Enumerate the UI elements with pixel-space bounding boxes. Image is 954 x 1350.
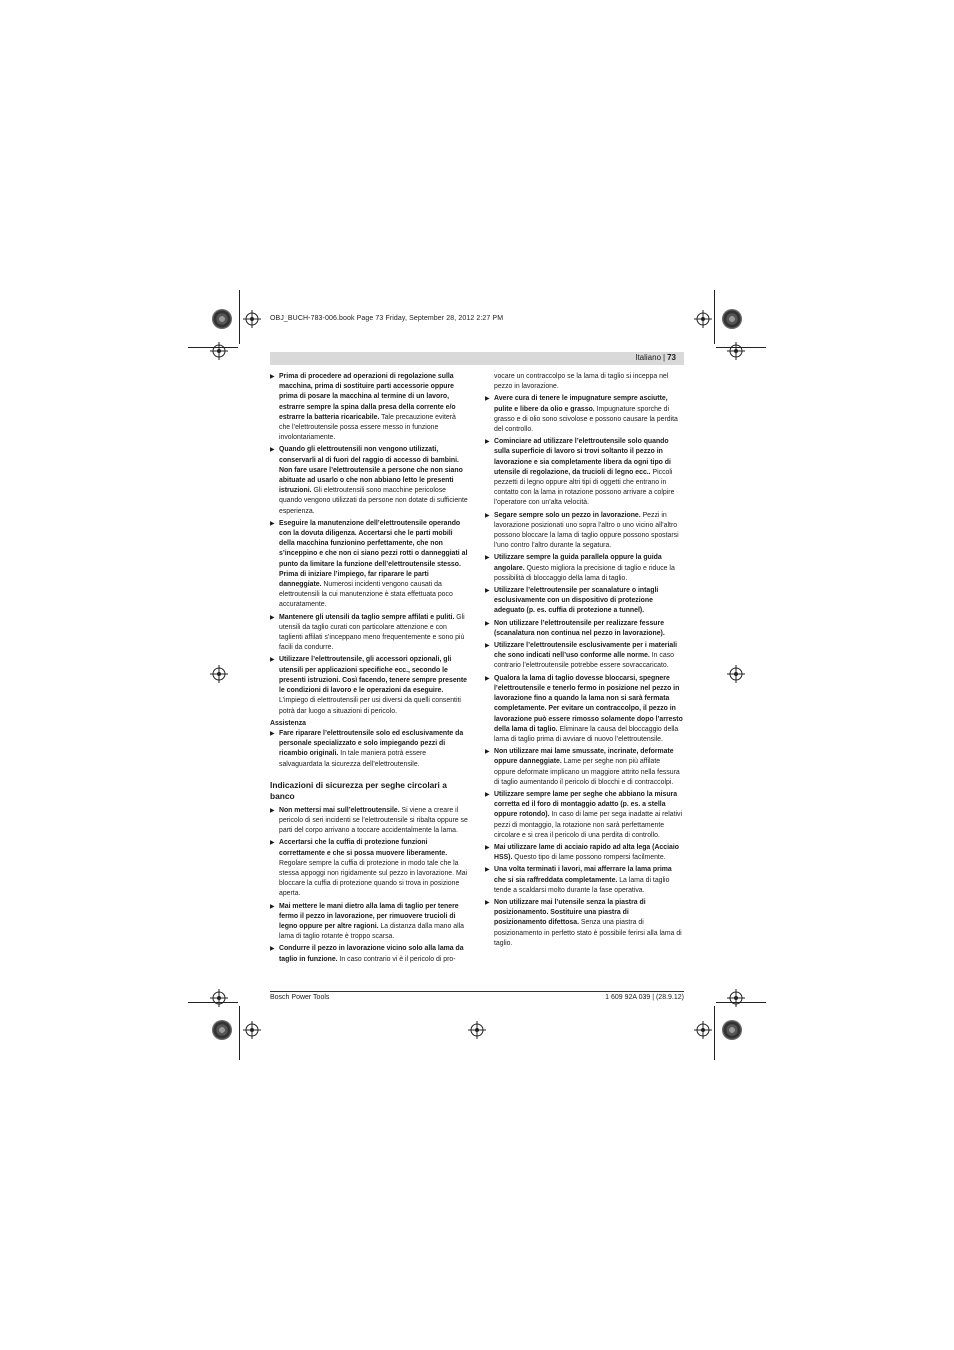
- bullet-triangle-icon: ▶: [270, 807, 275, 814]
- crop-mark: [239, 1006, 240, 1060]
- header-separator: |: [663, 353, 666, 362]
- footer-code: 1 609 92A 039 | (28.9.12): [605, 994, 684, 1001]
- bullet-triangle-icon: ▶: [485, 749, 490, 756]
- list-item: ▶ Mai mettere le mani dietro alla lama di taglio per tenere fermo il pezzo in lavorazione, per rimuovere trucioli di legno oppure per altre ragioni. La distanza dalla mano alla lama di taglio rotante è troppo scarsa.: [270, 902, 464, 941]
- header-section: Italiano: [635, 353, 662, 362]
- bullet-triangle-icon: ▶: [485, 555, 490, 562]
- list-item: ▶ Qualora la lama di taglio dovesse bloccarsi, spegnere l’elettroutensile e tenerlo fermo in posizione nel pezzo in lavorazione fino a quando la lama non si sarà fermata completamente. Per evitare un contraccolpo, il pezzo in lavorazione può essere rimosso solamente dopo l’arresto della lama di taglio. Eliminare la causa del bloccaggio della lama di taglio prima di avviare di nuovo l’elettroutensile.: [485, 674, 683, 743]
- list-item: ▶ Segare sempre solo un pezzo in lavorazione. Pezzi in lavorazione posizionati uno sopra l’altro o uno vicino all’altro possono bloccare la lama di taglio oppure possono spostarsi l’uno contro l’altro durante la segatura.: [485, 511, 679, 550]
- bullet-triangle-icon: ▶: [270, 374, 275, 380]
- registration-target-icon: [243, 1021, 261, 1039]
- registration-target-icon: [727, 665, 745, 683]
- list-item: ▶ Non mettersi mai sull’elettroutensile. Si viene a creare il pericolo di seri incidenti se l’elettroutensile si ribalta oppure se parti del corpo arrivano a toccare accidentalmente la lama.: [270, 806, 468, 835]
- crop-mark: [239, 290, 240, 344]
- page-number: 73: [667, 353, 676, 362]
- registration-target-icon: [727, 989, 745, 1007]
- registration-target-icon: [727, 342, 745, 360]
- registration-target-icon: [210, 665, 228, 683]
- list-item: ▶ Mai utilizzare lame di acciaio rapido ad alta lega (Acciaio HSS). Questo tipo di lame possono rompersi facilmente.: [485, 843, 679, 862]
- list-item: ▶ Fare riparare l’elettroutensile solo ed esclusivamente da personale specializzato e solo impiegando pezzi di ricambio originali. In tale maniera potrà essere salvaguardata la sicurezza dell’elettroutensile.: [270, 729, 464, 768]
- page-header: [270, 352, 684, 365]
- list-item: ▶ Utilizzare sempre lame per seghe che abbiano la misura corretta ed il foro di montaggio adatto (p. es. a stella oppure rotondo). In caso di lame per sega inadatte ai relativi pezzi di montaggio, la rotazione non sarà perfettamente circolare e si crea il pericolo di una perdita di controllo.: [485, 790, 683, 839]
- bullet-triangle-icon: ▶: [485, 588, 490, 595]
- list-item: ▶ Mantenere gli utensili da taglio sempre affilati e puliti. Gli utensili da taglio curati con particolare attenzione e con taglienti affilati s’inceppano meno frequentemente e sono più facili da condurre.: [270, 613, 465, 652]
- continuation-text: vocare un contraccolpo se la lama di taglio si inceppa nel pezzo in lavorazione.: [494, 373, 669, 391]
- list-item: ▶ Avere cura di tenere le impugnature sempre asciutte, pulite e libere da olio e grasso. Impugnature sporche di grasso e di olio sono scivolose e possono causare la perdita del controllo.: [485, 395, 678, 434]
- list-item: ▶ Cominciare ad utilizzare l’elettroutensile solo quando sulla superficie di lavoro si trovi soltanto il pezzo in lavorazione e sia completamente libera da ogni tipo di utensile di regolazione, da trucioli di legno ecc.. Piccoli pezzetti di legno oppure altri tipi di oggetti che entrano in contatto con la lama in rotazione possono arrivare a colpire l’operatore con un’alta velocità.: [485, 438, 675, 507]
- registration-disc-icon: [212, 309, 232, 329]
- list-item: ▶ Prima di procedere ad operazioni di regolazione sulla macchina, prima di sostituire parti accessorie oppure prima di posare la macchina al termine di un lavoro, estrarre sempre la spina dalla presa della corrente e/o estrarre la batteria ricaricabile. Tale precauzione eviterà che l’elettroutensile possa essere messo in funzione involontariamente.: [270, 373, 456, 442]
- list-item: ▶ Utilizzare sempre la guida parallela oppure la guida angolare. Questo migliora la precisione di taglio e riduce la possibilità di bloccaggio della lama di taglio.: [485, 554, 675, 582]
- list-item: ▶ Non utilizzare mai l’utensile senza la piastra di posizionamento. Sostituire una piastra di posizionamento difettosa. Senza una piastra di posizionamento in perfetto stato è possibile ferirsi alla lama di taglio.: [485, 898, 682, 947]
- left-column: [270, 372, 468, 967]
- registration-target-icon: [210, 989, 228, 1007]
- bullet-triangle-icon: ▶: [270, 614, 275, 621]
- bullet-triangle-icon: ▶: [270, 447, 275, 454]
- list-item: ▶ Utilizzare l’elettroutensile, gli accessori opzionali, gli utensili per applicazioni specifiche ecc., secondo le presenti istruzioni. Così facendo, tenere sempre presente le condizioni di lavoro e le operazioni da eseguire. L’impiego di elettroutensili per usi diversi da quelli consentiti potrà dar luogo a situazioni di pericolo.: [270, 656, 468, 715]
- bullet-triangle-icon: ▶: [485, 899, 490, 906]
- footer-brand: Bosch Power Tools: [270, 994, 330, 1001]
- list-item: ▶ Accertarsi che la cuffia di protezione funzioni correttamente e che si possa muovere liberamente. Regolare sempre la cuffia di protezione in modo tale che la stessa appoggi non rigidamente sul pezzo in lavorazione. Mai bloccare la cuffia di protezione quando si trova in posizione aperta.: [270, 839, 468, 898]
- registration-disc-icon: [722, 309, 742, 329]
- registration-target-icon: [210, 342, 228, 360]
- bullet-triangle-icon: ▶: [485, 643, 490, 650]
- bullet-triangle-icon: ▶: [485, 675, 490, 682]
- list-item: ▶ Non utilizzare l’elettroutensile per realizzare fessure (scanalatura non continua nel pezzo in lavorazione).: [485, 619, 665, 637]
- header-text: [635, 353, 676, 362]
- list-item: ▶ Condurre il pezzo in lavorazione vicino solo alla lama da taglio in funzione. In caso contrario vi è il pericolo di pro-: [270, 945, 464, 963]
- footer-rule: [270, 991, 684, 992]
- bullet-triangle-icon: ▶: [485, 396, 490, 403]
- section-title: Indicazioni di sicurezza per seghe circolari a banco: [270, 779, 447, 801]
- registration-target-icon: [694, 1021, 712, 1039]
- subsection-title: Assistenza: [270, 719, 307, 727]
- list-item: ▶ Utilizzare l’elettroutensile esclusivamente per i materiali che sono indicati nell’uso conforme alle norme. In caso contrario l’elettroutensile potrebbe essere sovraccaricato.: [485, 642, 678, 670]
- registration-disc-icon: [722, 1020, 742, 1040]
- bullet-triangle-icon: ▶: [270, 730, 275, 737]
- right-column: [485, 372, 683, 951]
- crop-mark: [714, 290, 715, 344]
- registration-target-icon: [468, 1021, 486, 1039]
- bullet-triangle-icon: ▶: [485, 439, 490, 446]
- bullet-triangle-icon: ▶: [485, 512, 490, 519]
- list-item: ▶ Non utilizzare mai lame smussate, incrinate, deformate oppure danneggiate. Lame per seghe non più affilate oppure deformate implicano un maggiore attrito nella fessura di taglio aumentando il pericolo di blocchi e di contraccolpi.: [485, 748, 680, 786]
- bullet-triangle-icon: ▶: [270, 903, 275, 910]
- list-item: ▶ Quando gli elettroutensili non vengono utilizzati, conservarli al di fuori del raggio di accesso di bambini. Non fare usare l’elettroutensile a persone che non siano abituate ad usarlo o che non abbiano letto le presenti istruzioni. Gli elettroutensili sono macchine pericolose quando vengono utilizzati da persone non dotate di sufficiente esperienza.: [270, 446, 468, 515]
- bullet-triangle-icon: ▶: [270, 840, 275, 847]
- registration-target-icon: [694, 310, 712, 328]
- bullet-triangle-icon: ▶: [270, 657, 275, 664]
- list-item: ▶ Utilizzare l’elettroutensile per scanalature o intagli esclusivamente con un dispositivo di protezione adeguato (p. es. cuffia di protezione a tunnel).: [485, 587, 659, 615]
- list-item: ▶ Eseguire la manutenzione dell’elettroutensile operando con la dovuta diligenza. Accertarsi che le parti mobili della macchina funzionino perfettamente, che non s’inceppino e che non ci siano pezzi rotti o danneggiati al punto da limitare la funzione dell’elettroutensile stesso. Prima di iniziare l’impiego, far riparare le parti danneggiate. Numerosi incidenti vengono causati da elettroutensili la cui manutenzione è stata effettuata poco accuratamente.: [270, 519, 468, 609]
- bullet-triangle-icon: ▶: [270, 946, 275, 953]
- print-slug: OBJ_BUCH-783-006.book Page 73 Friday, September 28, 2012 2:27 PM: [270, 315, 504, 322]
- registration-disc-icon: [212, 1020, 232, 1040]
- bullet-triangle-icon: ▶: [485, 791, 490, 798]
- list-item: ▶ Una volta terminati i lavori, mai afferrare la lama prima che si sia raffreddata completamente. La lama di taglio tende a scaldarsi molto durante la fase operativa.: [485, 866, 672, 894]
- bullet-triangle-icon: ▶: [485, 620, 490, 627]
- bullet-triangle-icon: ▶: [485, 844, 490, 851]
- bullet-triangle-icon: ▶: [270, 520, 275, 527]
- registration-target-icon: [243, 310, 261, 328]
- crop-mark: [714, 1006, 715, 1060]
- bullet-triangle-icon: ▶: [485, 867, 490, 874]
